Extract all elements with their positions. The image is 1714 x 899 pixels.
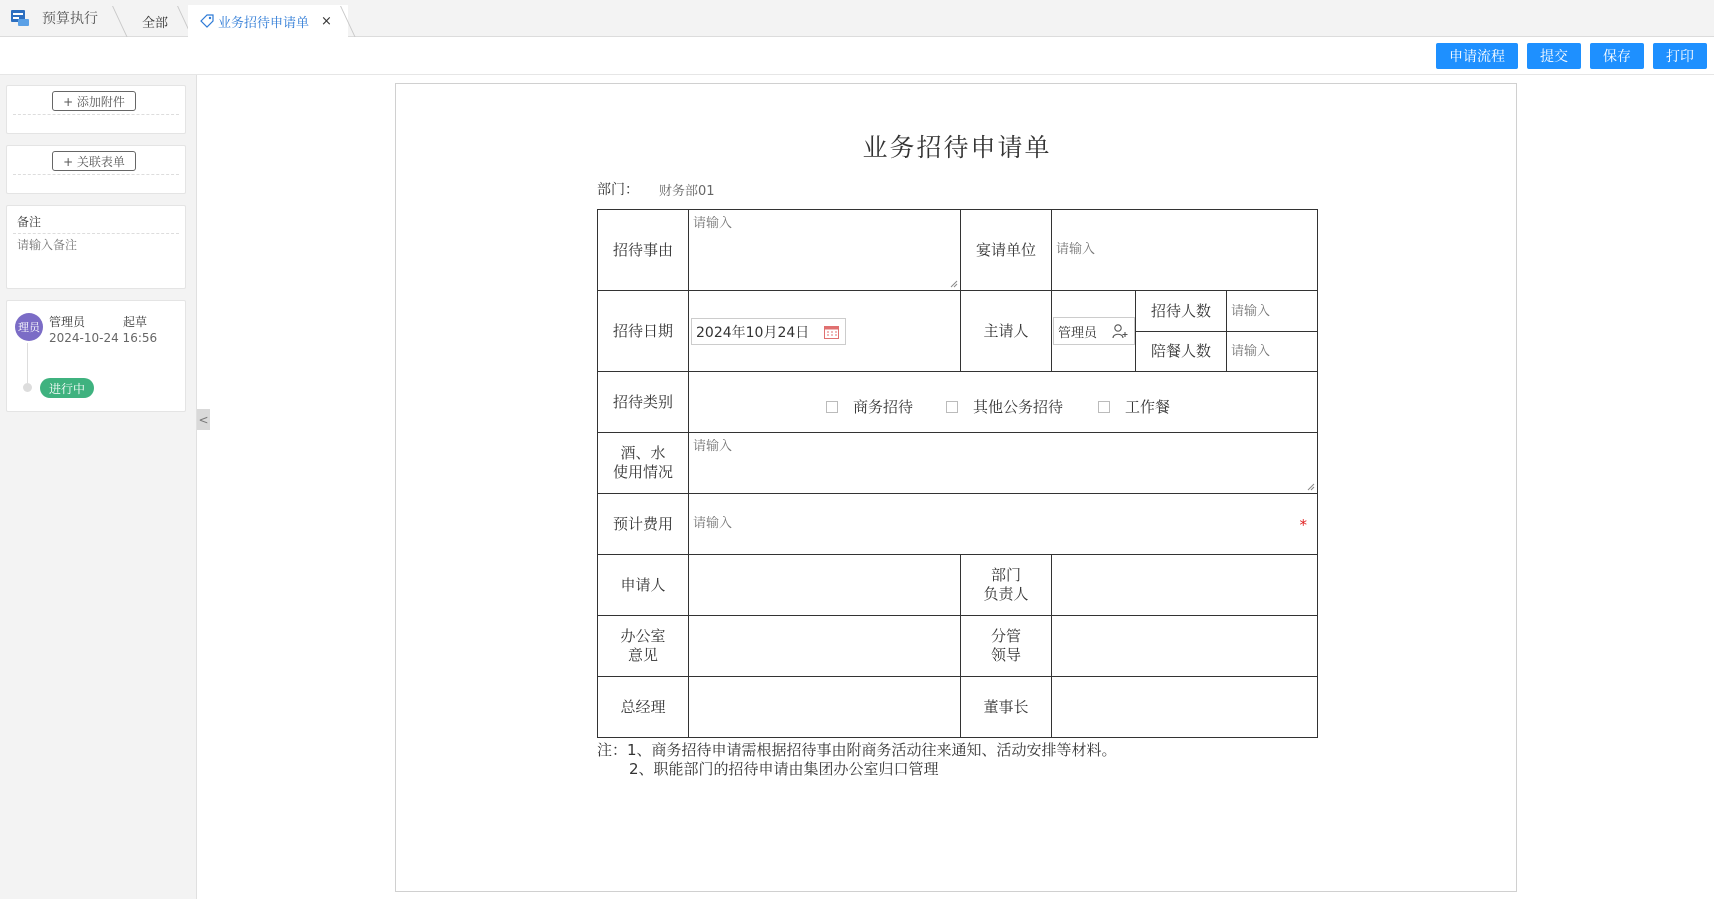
- timeline-dot: [23, 383, 32, 392]
- resize-handle-icon: [1307, 483, 1315, 491]
- date-label: [597, 290, 689, 372]
- host-value: 管理员: [1058, 325, 1098, 341]
- divider: [13, 233, 179, 234]
- add-user-icon[interactable]: [1112, 323, 1128, 339]
- tab-reception-form[interactable]: [188, 5, 348, 37]
- guest-unit-field[interactable]: [1051, 209, 1318, 291]
- avatar: 理员: [15, 313, 43, 341]
- dept-head-label: [960, 554, 1052, 616]
- host-label-text: 主请人: [983, 321, 1029, 340]
- sidebar: [0, 75, 197, 899]
- category-options: [688, 371, 1318, 433]
- calendar-icon: [824, 325, 839, 339]
- status-badge: 进行中: [40, 378, 94, 398]
- remark-input[interactable]: [17, 238, 177, 252]
- form-document: [395, 83, 1517, 892]
- date-picker[interactable]: [691, 318, 846, 345]
- tab-all[interactable]: [125, 5, 185, 37]
- tab-reception-form-label: 业务招待申请单: [218, 15, 310, 31]
- category-option[interactable]: [946, 396, 1063, 417]
- reason-input[interactable]: [693, 216, 863, 231]
- cost-label-text: 预计费用: [612, 514, 673, 533]
- guest-unit-input[interactable]: [1056, 242, 1226, 257]
- app-title[interactable]: [10, 8, 98, 28]
- print-button[interactable]: 打印: [1653, 43, 1707, 69]
- gm-field[interactable]: [688, 676, 961, 738]
- submit-button[interactable]: 提交: [1527, 43, 1581, 69]
- guest-count-field[interactable]: [1226, 290, 1318, 332]
- close-icon[interactable]: ×: [321, 13, 332, 29]
- category-option-label: 商务招待: [853, 398, 914, 416]
- category-label-text: 招待类别: [612, 392, 673, 411]
- tab-all-label: 全部: [141, 15, 168, 31]
- office-opinion-label: [597, 615, 689, 677]
- remark-title: 备注: [17, 215, 42, 229]
- approval-flow-button[interactable]: 申请流程: [1436, 43, 1518, 69]
- divider: [13, 114, 179, 115]
- applicant-field[interactable]: [688, 554, 961, 616]
- date-label-text: 招待日期: [612, 321, 673, 340]
- save-button[interactable]: 保存: [1590, 43, 1644, 69]
- office-opinion-field[interactable]: [688, 615, 961, 677]
- applicant-label: [597, 554, 689, 616]
- workflow-action: 起草: [123, 315, 148, 329]
- budget-icon: [10, 9, 30, 27]
- app-title-text: 预算执行: [42, 11, 98, 27]
- dept-label: 部门：: [597, 182, 639, 198]
- add-attachment-button[interactable]: + 添加附件: [52, 91, 136, 111]
- link-form-card: [6, 145, 186, 194]
- reason-textarea[interactable]: [688, 209, 961, 291]
- checkbox[interactable]: [946, 401, 958, 413]
- collapse-sidebar-button[interactable]: <: [197, 409, 210, 430]
- gm-label: [597, 676, 689, 738]
- drinks-label-line: 使用情况: [612, 463, 673, 481]
- note-line: 注：1、商务招待申请需根据招待事由附商务活动往来通知、活动安排等材料。: [597, 741, 1117, 759]
- dept-head-label-line: 部门: [990, 566, 1021, 584]
- applicant-label-text: 申请人: [620, 575, 666, 594]
- dept-head-field[interactable]: [1051, 554, 1318, 616]
- guest-unit-label-text: 宴请单位: [975, 240, 1036, 259]
- drinks-textarea[interactable]: [688, 432, 1318, 494]
- accompany-count-label: [1135, 331, 1227, 372]
- leader-label-line: 领导: [990, 646, 1021, 664]
- workflow-time: 2024-10-24 16:56: [49, 331, 158, 345]
- drinks-input[interactable]: [693, 439, 863, 454]
- accompany-count-input[interactable]: [1231, 344, 1315, 359]
- leader-label: [960, 615, 1052, 677]
- guest-unit-label: [960, 209, 1052, 291]
- chairman-field[interactable]: [1051, 676, 1318, 738]
- drinks-label-line: 酒、水: [620, 444, 666, 462]
- category-label: [597, 371, 689, 433]
- tab-bar: [0, 0, 1714, 37]
- chairman-label: [960, 676, 1052, 738]
- checkbox[interactable]: [826, 401, 838, 413]
- dept-value: 财务部01: [659, 184, 715, 199]
- toolbar: [0, 37, 1714, 75]
- dept-head-label-line: 负责人: [983, 585, 1029, 603]
- remark-card: [6, 205, 186, 289]
- chairman-label-text: 董事长: [983, 697, 1029, 716]
- date-cell: [688, 290, 961, 372]
- timeline-line: [27, 343, 28, 383]
- drinks-label: [597, 432, 689, 494]
- category-option[interactable]: [1098, 396, 1170, 417]
- workflow-user: 管理员: [49, 315, 86, 329]
- divider: [13, 174, 179, 175]
- link-form-button[interactable]: + 关联表单: [52, 151, 136, 171]
- host-cell: [1051, 290, 1136, 372]
- host-label: [960, 290, 1052, 372]
- accompany-count-label-text: 陪餐人数: [1150, 342, 1211, 360]
- note-line: 2、职能部门的招待申请由集团办公室归口管理: [629, 760, 939, 778]
- leader-field[interactable]: [1051, 615, 1318, 677]
- guest-count-label: [1135, 290, 1227, 332]
- resize-handle-icon: [950, 280, 958, 288]
- guest-count-input[interactable]: [1231, 304, 1315, 319]
- leader-label-line: 分管: [990, 627, 1021, 645]
- reason-label-text: 招待事由: [612, 240, 673, 259]
- guest-count-label-text: 招待人数: [1150, 301, 1211, 320]
- tag-icon: [200, 14, 214, 28]
- cost-field[interactable]: [688, 493, 1318, 555]
- workflow-card: [6, 300, 186, 412]
- required-mark: *: [1299, 516, 1307, 534]
- reason-label: [597, 209, 689, 291]
- date-value: 2024年10月24日: [696, 324, 810, 341]
- attachment-card: [6, 85, 186, 134]
- category-option-label: 工作餐: [1125, 398, 1171, 416]
- office-label-line: 办公室: [620, 627, 666, 645]
- host-selector[interactable]: [1053, 317, 1135, 345]
- cost-input[interactable]: [693, 516, 863, 531]
- checkbox[interactable]: [1098, 401, 1110, 413]
- gm-label-text: 总经理: [620, 697, 666, 716]
- category-option-label: 其他公务招待: [973, 398, 1064, 416]
- office-label-line: 意见: [627, 646, 658, 664]
- cost-label: [597, 493, 689, 555]
- category-option[interactable]: [826, 396, 913, 417]
- form-title: 业务招待申请单: [862, 133, 1052, 162]
- accompany-count-field[interactable]: [1226, 331, 1318, 372]
